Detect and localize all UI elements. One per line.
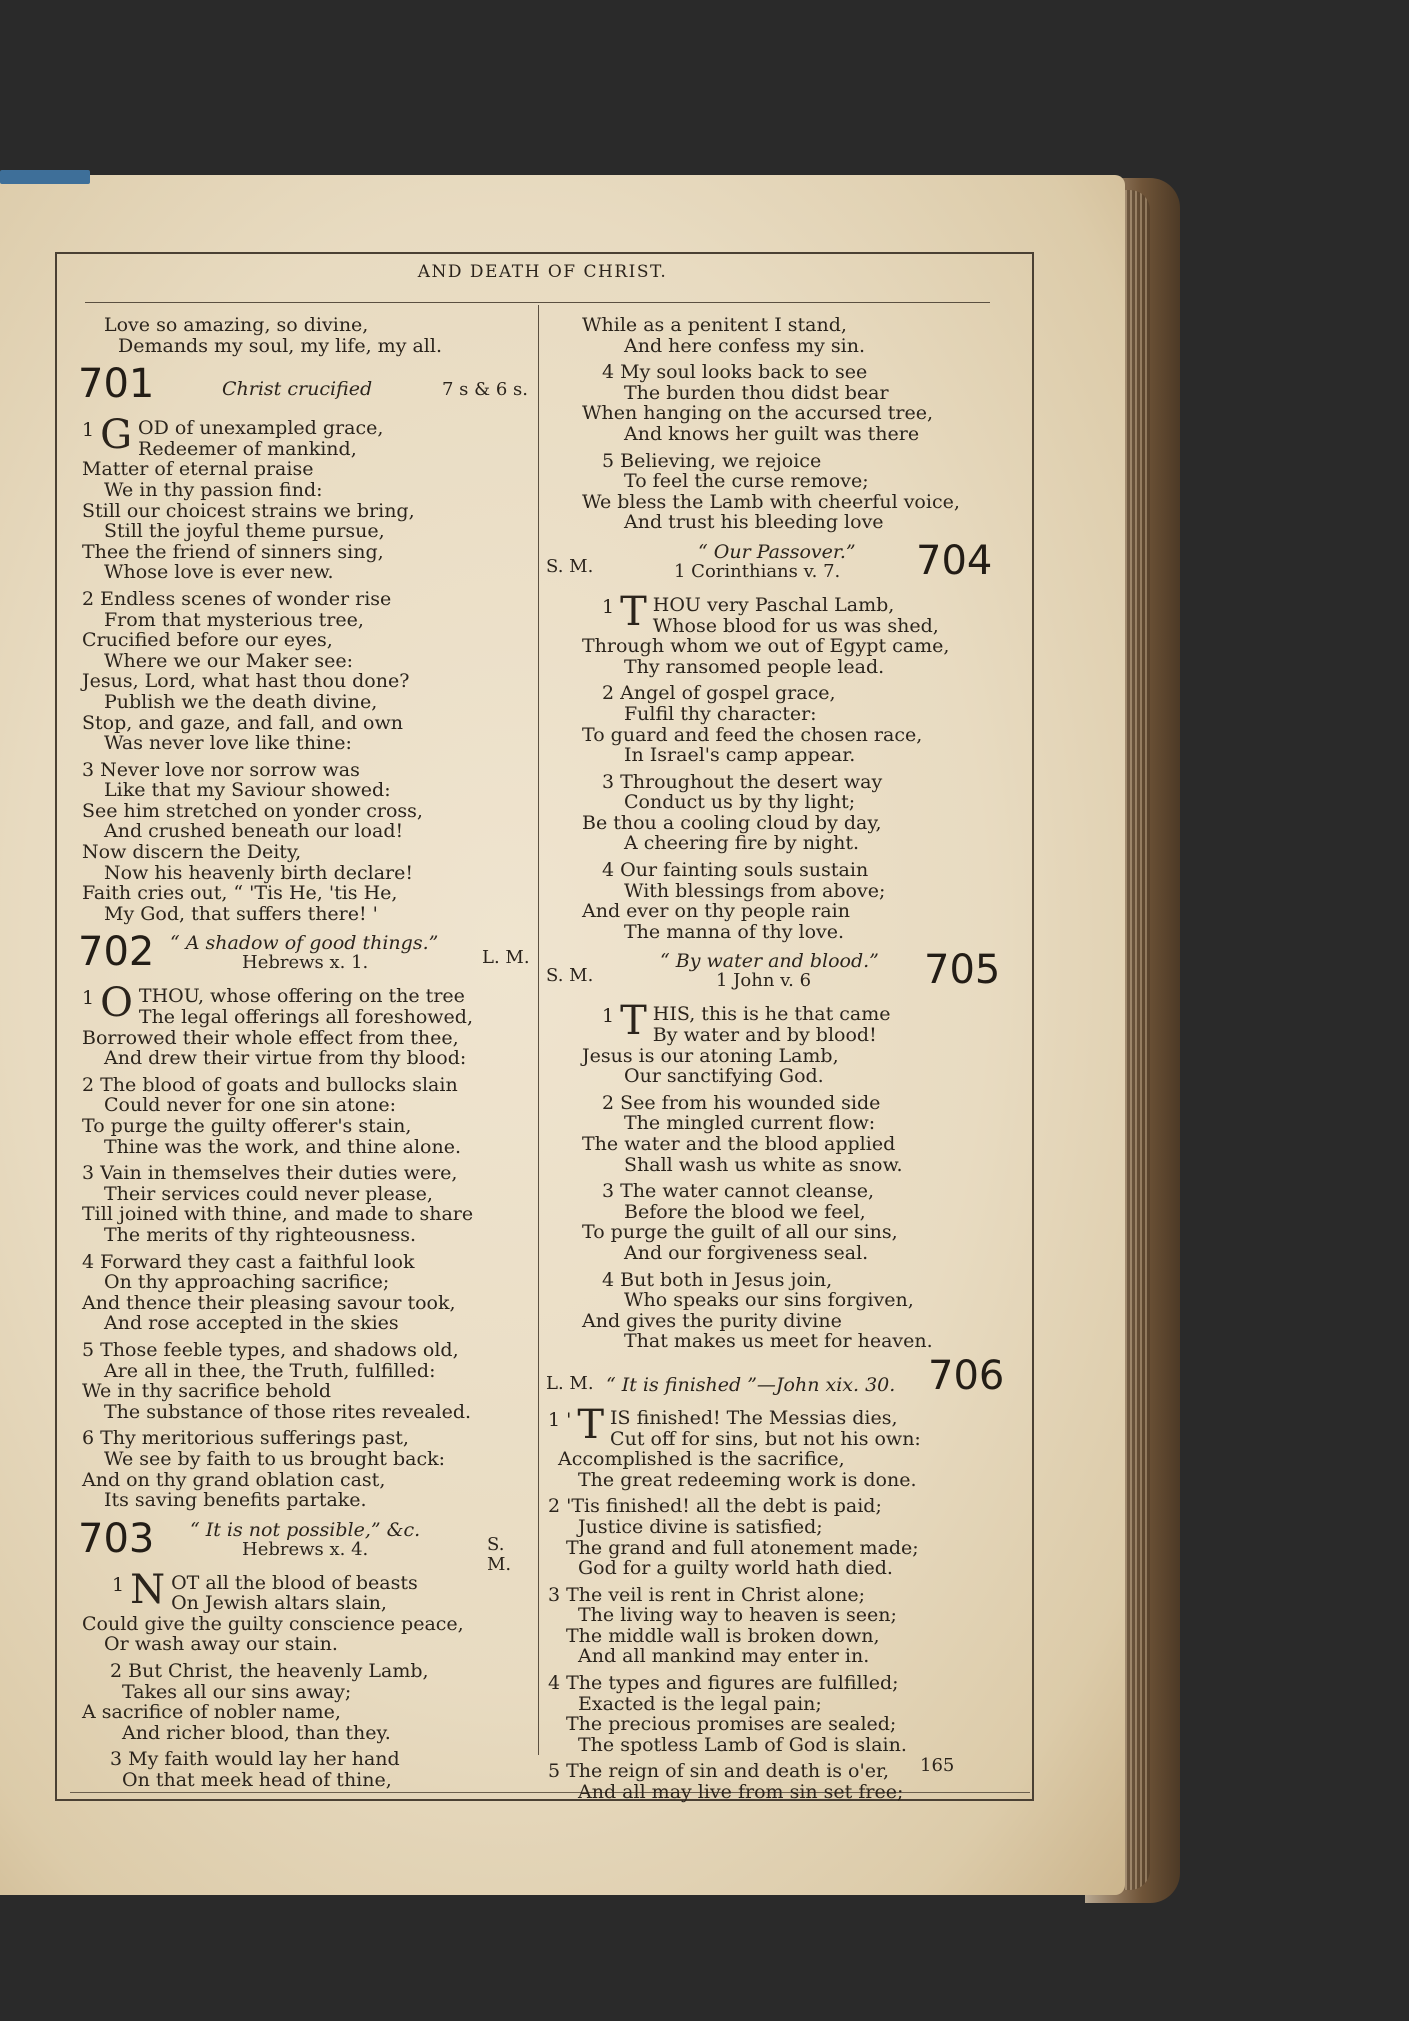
verse-line: The substance of those rites revealed. xyxy=(104,1400,472,1423)
right-column xyxy=(548,315,1008,1803)
left-column xyxy=(78,314,532,1792)
verse-line: On that meek head of thine, xyxy=(122,1769,392,1792)
verse-line: Justice divine is satisfied; xyxy=(578,1515,823,1538)
hymn-704-verse-1 xyxy=(548,588,1008,637)
hymn-meter: 7 s & 6 s. xyxy=(442,379,529,401)
hymn-701-verse-3 xyxy=(82,760,532,925)
verse-line: Cut off for sins, but not his own: xyxy=(610,1427,921,1450)
verse-line: We see by faith to us brought back: xyxy=(104,1447,446,1470)
verse-line: And all mankind may enter in. xyxy=(578,1645,870,1668)
verse-line: With blessings from above; xyxy=(624,879,886,902)
verse-number: 1 xyxy=(602,595,615,618)
verse-number: 1 xyxy=(82,419,95,442)
verse-line: Publish we the death divine, xyxy=(104,690,378,713)
hymn-meter: S. M. xyxy=(546,555,594,577)
drop-cap: T xyxy=(620,588,647,635)
verse-line: My God, that suffers there! ' xyxy=(104,902,378,925)
verse-line: That makes us meet for heaven. xyxy=(624,1330,933,1353)
verse-line: The great redeeming work is done. xyxy=(578,1468,917,1491)
verse-line: 4 The types and figures are fulfilled; xyxy=(548,1672,899,1695)
verse-line: Shall wash us white as snow. xyxy=(624,1153,903,1176)
verse-line: Our sanctifying God. xyxy=(624,1065,824,1088)
hymn-number: 702 xyxy=(78,929,155,976)
verse-number: 1 xyxy=(112,1573,125,1596)
verse-line: OT all the blood of beasts xyxy=(171,1571,418,1594)
verse-line: The merits of thy righteousness. xyxy=(104,1223,417,1246)
verse-line: Accomplished is the sacrifice, xyxy=(558,1448,845,1471)
hymn-704-heading xyxy=(548,539,1008,591)
verse-line: 2 Angel of gospel grace, xyxy=(602,682,836,705)
verse-line: Are all in thee, the Truth, fulfilled: xyxy=(104,1359,436,1382)
verse-line: We bless the Lamb with cheerful voice, xyxy=(582,490,960,513)
hymn-title: “ It is not possible,” &c. xyxy=(190,1518,421,1541)
hymn-702-heading xyxy=(78,929,532,982)
verse-line: 4 But both in Jesus join, xyxy=(602,1268,833,1291)
verse-line: On thy approaching sacrifice; xyxy=(104,1271,390,1294)
verse-line: Now his heavenly birth declare! xyxy=(104,861,413,884)
verse-line: Who speaks our sins forgiven, xyxy=(624,1289,914,1312)
verse-line: A sacrifice of nobler name, xyxy=(82,1701,341,1724)
verse-line: To purge the guilty offerer's stain, xyxy=(82,1115,412,1137)
hymn-706-verse-4 xyxy=(548,1673,1008,1755)
verse-line: The grand and full atonement made; xyxy=(566,1536,919,1559)
verse-line: The middle wall is broken down, xyxy=(566,1624,880,1647)
verse-line: Borrowed their whole effect from thee, xyxy=(82,1026,459,1049)
verse-line: While as a penitent I stand, xyxy=(582,314,847,336)
verse-number: 1 xyxy=(602,1005,615,1028)
hymn-705-verse-1-cont xyxy=(548,1046,1008,1087)
verse-line: And on thy grand oblation cast, xyxy=(82,1468,386,1491)
verse-line: 3 My faith would lay her hand xyxy=(110,1748,400,1771)
hymn-704-verse-4 xyxy=(548,860,1008,942)
verse-line: 5 Believing, we rejoice xyxy=(602,449,822,472)
drop-cap: G xyxy=(100,412,133,459)
verse-line: 3 Never love nor sorrow was xyxy=(82,758,360,781)
verse-line: 6 Thy meritorious sufferings past, xyxy=(82,1427,409,1450)
verse-line: And ever on thy people rain xyxy=(582,900,850,923)
verse-line: Thee the friend of sinners sing, xyxy=(82,540,384,563)
verse-line: 2 See from his wounded side xyxy=(602,1091,881,1114)
verse-line: Could give the guilty conscience peace, xyxy=(82,1612,464,1635)
hymn-705-heading xyxy=(548,948,1008,1000)
hymn-703-verse-1 xyxy=(82,1566,532,1615)
hymn-number: 706 xyxy=(928,1352,1005,1399)
verse-line: A cheering fire by night. xyxy=(624,832,860,855)
verse-line: 3 Throughout the desert way xyxy=(602,770,883,793)
verse-line: IS finished! The Messias dies, xyxy=(610,1406,898,1429)
verse-line: Like that my Saviour showed: xyxy=(104,779,391,802)
verse-line: By water and by blood! xyxy=(652,1024,877,1047)
hymn-706-verse-3 xyxy=(548,1585,1008,1667)
verse-line: Where we our Maker see: xyxy=(104,649,354,672)
verse-line: We in thy passion find: xyxy=(104,478,323,501)
hymn-702-verse-1 xyxy=(82,980,532,1070)
verse-line: 4 My soul looks back to see xyxy=(602,361,868,384)
verse-line: Love so amazing, so divine, xyxy=(104,314,369,336)
hymn-number: 701 xyxy=(78,361,155,408)
running-head: AND DEATH OF CHRIST. xyxy=(417,262,668,282)
hymn-meter: S. M. xyxy=(487,1533,512,1576)
page-number: 165 xyxy=(920,1755,955,1776)
verse-line: The burden thou didst bear xyxy=(624,381,889,404)
verse-line: See him stretched on yonder cross, xyxy=(82,799,423,822)
verse-line: 3 The water cannot cleanse, xyxy=(602,1180,875,1203)
header-rule xyxy=(85,302,990,303)
verse-line: Conduct us by thy light; xyxy=(624,791,856,814)
hymn-702-verse-2 xyxy=(82,1075,532,1157)
verse-number: 1 xyxy=(82,987,95,1010)
hymn-703-heading xyxy=(78,1515,532,1576)
verse-line: Jesus, Lord, what hast thou done? xyxy=(82,670,410,693)
verse-line: Their services could never please, xyxy=(104,1182,433,1205)
verse-line: Now discern the Deity, xyxy=(82,841,302,864)
verse-line: 2 Endless scenes of wonder rise xyxy=(82,587,392,610)
verse-line: Thine was the work, and thine alone. xyxy=(104,1135,462,1158)
verse-line: 4 Forward they cast a faithful look xyxy=(82,1250,415,1273)
hymn-703-verse-5 xyxy=(548,451,1008,533)
verse-line: 5 The reign of sin and death is o'er, xyxy=(548,1760,889,1783)
verse-line: 3 Vain in themselves their duties were, xyxy=(82,1162,458,1185)
drop-cap: O xyxy=(100,980,133,1027)
hymn-number: 705 xyxy=(924,947,1001,994)
hymn-703-verse-4 xyxy=(548,362,1008,444)
scripture-reference: 1 Corinthians v. 7. xyxy=(674,560,841,582)
verse-line: 3 The veil is rent in Christ alone; xyxy=(548,1583,866,1606)
verse-line: Demands my soul, my life, my all. xyxy=(118,334,442,357)
verse-line: On Jewish altars slain, xyxy=(171,1592,387,1615)
verse-line: Stop, and gaze, and fall, and own xyxy=(82,711,403,734)
verse-line: 2 But Christ, the heavenly Lamb, xyxy=(110,1660,429,1683)
hymn-title: “ It is finished ”—John xix. 30. xyxy=(606,1373,896,1396)
verse-line: We in thy sacrifice behold xyxy=(82,1380,332,1403)
verse-line: Thy ransomed people lead. xyxy=(624,655,885,678)
verse-line: God for a guilty world hath died. xyxy=(578,1557,893,1580)
hymn-704-verse-3 xyxy=(548,772,1008,854)
verse-line: The water and the blood applied xyxy=(582,1133,896,1155)
bookmark-ribbon xyxy=(0,170,90,184)
hymn-702-verse-5 xyxy=(82,1340,532,1422)
verse-line: HIS, this is he that came xyxy=(652,1003,891,1026)
verse-line: From that mysterious tree, xyxy=(104,608,364,631)
verse-line: To purge the guilt of all our sins, xyxy=(582,1221,898,1244)
hymn-title: “ Our Passover.” xyxy=(698,540,856,563)
verse-line: Still our choicest strains we bring, xyxy=(82,499,415,522)
verse-line: The living way to heaven is seen; xyxy=(578,1604,897,1627)
verse-line: Its saving benefits partake. xyxy=(104,1489,367,1512)
verse-line: Whose love is ever new. xyxy=(104,561,334,584)
hymn-703-verse-1-cont xyxy=(82,1614,532,1655)
hymn-701-verse-1 xyxy=(82,412,532,584)
scripture-reference: Hebrews x. 4. xyxy=(242,1538,369,1560)
verse-line: THOU, whose offering on the tree xyxy=(138,985,465,1008)
hymn-number: 703 xyxy=(78,1515,155,1562)
verse-line: Through whom we out of Egypt came, xyxy=(582,635,950,658)
verse-line: Till joined with thine, and made to share xyxy=(82,1203,474,1226)
verse-line: And knows her guilt was there xyxy=(624,422,920,445)
verse-line: Be thou a cooling cloud by day, xyxy=(582,811,882,834)
hymn-title: “ By water and blood.” xyxy=(660,950,879,973)
verse-line: 4 Our fainting souls sustain xyxy=(602,859,869,882)
hymn-706-verse-2 xyxy=(548,1496,1008,1578)
hymn-title: “ A shadow of good things.” xyxy=(170,932,439,955)
verse-line: And gives the purity divine xyxy=(582,1309,842,1332)
verse-line: And drew their virtue from thy blood: xyxy=(104,1047,467,1070)
verse-line: Faith cries out, “ 'Tis He, 'tis He, xyxy=(82,882,398,905)
verse-line: Matter of eternal praise xyxy=(82,458,314,481)
verse-line: In Israel's camp appear. xyxy=(624,744,856,767)
verse-number: 1 ' xyxy=(548,1408,572,1431)
verse-line: To feel the curse remove; xyxy=(624,470,869,493)
drop-cap: T xyxy=(620,998,647,1045)
hymn-703-verse-2 xyxy=(82,1661,532,1743)
verse-line: Still the joyful theme pursue, xyxy=(104,520,385,543)
verse-line: To guard and feed the chosen race, xyxy=(582,723,923,746)
verse-line: Whose blood for us was shed, xyxy=(652,614,939,637)
hymn-702-verse-3 xyxy=(82,1163,532,1245)
verse-line: The legal offerings all foreshowed, xyxy=(138,1006,473,1029)
scripture-reference: Hebrews x. 1. xyxy=(242,952,369,974)
scripture-reference: 1 John v. 6 xyxy=(716,970,812,992)
verse-line: Was never love like thine: xyxy=(104,732,352,755)
verse-line: 2 'Tis finished! all the debt is paid; xyxy=(548,1495,882,1518)
verse-line: Redeemer of mankind, xyxy=(138,437,357,460)
column-rule xyxy=(538,305,539,1755)
verse-line: Could never for one sin atone: xyxy=(104,1094,397,1117)
verse-line: The mingled current flow: xyxy=(624,1112,876,1135)
hymn-704-verse-2 xyxy=(548,683,1008,765)
verse-line: The manna of thy love. xyxy=(624,920,845,943)
verse-line: HOU very Paschal Lamb, xyxy=(652,593,895,616)
hymn-meter: L. M. xyxy=(546,1372,594,1394)
hymn-703-verse-3 xyxy=(82,1749,532,1790)
verse-line: OD of unexampled grace, xyxy=(138,417,384,440)
hymn-701-verse-2 xyxy=(82,589,532,754)
hymn-meter: S. M. xyxy=(546,965,594,987)
verse-line: And rose accepted in the skies xyxy=(104,1312,399,1335)
hymn-705-verse-2 xyxy=(548,1093,1008,1175)
drop-cap: N xyxy=(130,1566,166,1613)
hymn-705-verse-1 xyxy=(548,998,1008,1047)
verse-line: Or wash away our stain. xyxy=(104,1633,338,1656)
verse-line: And thence their pleasing savour took, xyxy=(82,1291,456,1314)
hymn-702-verse-4 xyxy=(82,1252,532,1334)
verse-line: And crushed beneath our load! xyxy=(104,820,404,843)
verse-line: Exacted is the legal pain; xyxy=(578,1692,822,1715)
hymn-701-heading xyxy=(78,361,532,414)
verse-line: And here confess my sin. xyxy=(624,334,866,357)
hymn-title: Christ crucified xyxy=(222,378,373,401)
hymn-705-verse-4 xyxy=(548,1270,1008,1352)
verse-line: 5 Those feeble types, and shadows old, xyxy=(82,1338,459,1361)
verse-line: Crucified before our eyes, xyxy=(82,629,333,652)
verse-line: And all may live from sin set free; xyxy=(578,1781,904,1804)
verse-line: 2 The blood of goats and bullocks slain xyxy=(82,1073,458,1096)
hymn-702-verse-6 xyxy=(82,1428,532,1510)
verse-line: When hanging on the accursed tree, xyxy=(582,402,934,425)
hymn-705-verse-3 xyxy=(548,1181,1008,1263)
drop-cap: T xyxy=(577,1401,605,1448)
hymn-706-heading xyxy=(546,1352,1008,1404)
hymn-706-verse-1 xyxy=(548,1401,1008,1491)
verse-line: Before the blood we feel, xyxy=(624,1200,866,1223)
hymn-704-verse-1-cont xyxy=(548,636,1008,677)
verse-line: Fulfil thy character: xyxy=(624,702,817,725)
verse-line: And trust his bleeding love xyxy=(624,511,884,534)
verse-line: Takes all our sins away; xyxy=(122,1680,352,1703)
verse-line: Jesus is our atoning Lamb, xyxy=(582,1044,839,1067)
verse-line: And richer blood, than they. xyxy=(122,1721,391,1744)
hymn-meter: L. M. xyxy=(482,947,530,969)
verse-line: The precious promises are sealed; xyxy=(566,1713,897,1736)
verse-line: And our forgiveness seal. xyxy=(624,1241,869,1264)
hymn-number: 704 xyxy=(916,537,993,584)
verse-line: The spotless Lamb of God is slain. xyxy=(578,1733,907,1756)
